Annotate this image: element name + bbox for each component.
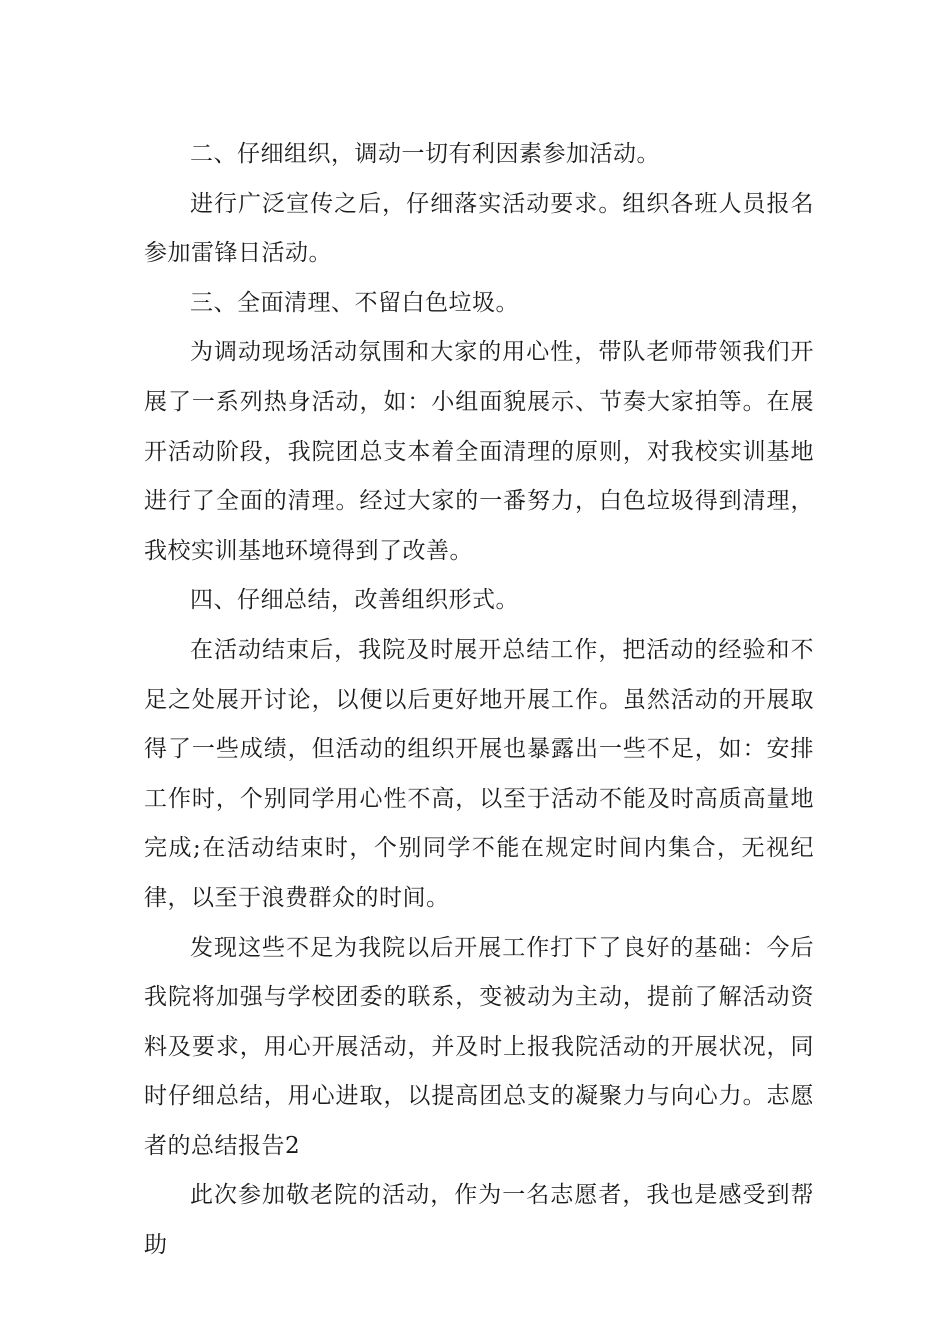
paragraph-improvement: 发现这些不足为我院以后开展工作打下了良好的基础：今后我院将加强与学校团委的联系，变被动为主动，提前了解活动资料及要求，用心开展活动，并及时上报我院活动的开展状况，同时仔细总结，用心进取，以提高团总支的凝聚力与向心力。志愿者的总结报告2 bbox=[144, 934, 814, 1159]
section-heading-4: 四、仔细总结，改善组织形式。 bbox=[190, 587, 519, 614]
paragraph-publicity: 进行广泛宣传之后，仔细落实活动要求。组织各班人员报名参加雷锋日活动。 bbox=[144, 190, 814, 267]
paragraph-cleanup: 为调动现场活动氛围和大家的用心性，带队老师带领我们开展了一系列热身活动，如：小组面貌展示、节奏大家拍等。在展开活动阶段，我院团总支本着全面清理的原则，对我校实训基地进行了全面的清理。经过大家的一番努力，白色垃圾得到清理，我校实训基地环境得到了改善。 bbox=[144, 339, 814, 564]
paragraph-summary: 在活动结束后，我院及时展开总结工作，把活动的经验和不足之处展开讨论，以便以后更好地开展工作。虽然活动的开展取得了一些成绩，但活动的组织开展也暴露出一些不足，如：安排工作时，个别同学用心性不高，以至于活动不能及时高质高量地完成;在活动结束时，个别同学不能在规定时间内集合，无视纪律，以至于浪费群众的时间。 bbox=[144, 636, 814, 911]
paragraph-nursing-home: 此次参加敬老院的活动，作为一名志愿者，我也是感受到帮助 bbox=[144, 1182, 814, 1259]
section-heading-3: 三、全面清理、不留白色垃圾。 bbox=[190, 289, 519, 316]
section-heading-2: 二、仔细组织，调动一切有利因素参加活动。 bbox=[190, 141, 660, 167]
document-body bbox=[144, 130, 814, 1271]
